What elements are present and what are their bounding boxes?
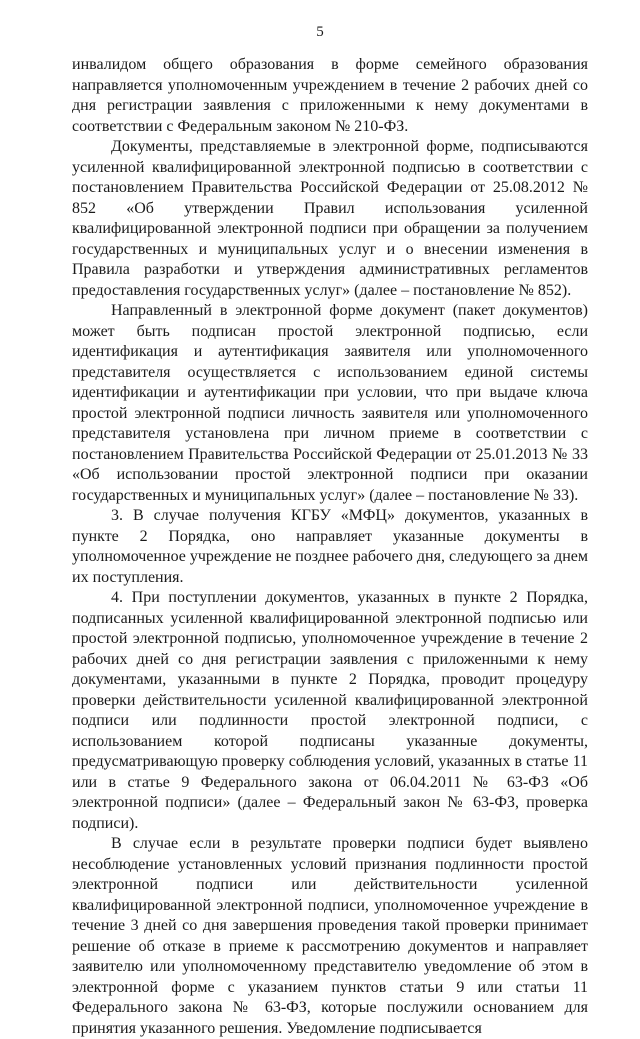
page-number: 5 bbox=[316, 24, 324, 40]
document-body bbox=[72, 55, 588, 1039]
paragraph-item-3: 3. В случае получения КГБУ «МФЦ» документов, указанных в пункте 2 Порядка, оно направляет указанные документы в уполномоченное учреждение не позднее рабочего дня, следующего за днем их поступления. bbox=[72, 507, 588, 586]
paragraph-item-4: 4. При поступлении документов, указанных в пункте 2 Порядка, подписанных усиленной квалифицированной электронной подписью или простой электронной подписью, уполномоченное учреждение в течение 2 рабочих дней со дня регистрации заявления с приложенными к нему документами, указанными в пункте 2 Порядка, проводит процедуру проверки действительности усиленной квалифицированной электронной подписи или подлинности простой электронной подписи, с использованием которой подписаны указанные документы, предусматривающую проверку соблюдения условий, указанных в статье 11 или в статье 9 Федерального закона от 06.04.2011 № 63-ФЗ «Об электронной подписи» (далее – Федеральный закон № 63-ФЗ, проверка подписи). bbox=[72, 589, 588, 832]
paragraph-verification-failure: В случае если в результате проверки подписи будет выявлено несоблюдение установленных условий признания подлинности простой электронной подписи или действительности усиленной квалифицированной электронной подписи, уполномоченное учреждение в течение 3 дней со дня завершения проведения такой проверки принимает решение об отказе в приеме к рассмотрению документов и направляет заявителю или уполномоченному представителю уведомление об этом в электронной форме с указанием пунктов статьи 9 или статьи 11 Федерального закона № 63-ФЗ, которые послужили основанием для принятия указанного решения. Уведомление подписывается bbox=[72, 835, 588, 1037]
paragraph-electronic-documents: Документы, представляемые в электронной форме, подписываются усиленной квалифицированной электронной подписью в соответствии с постановлением Правительства Российской Федерации от 25.08.2012 № 852 «Об утверждении Правил использования усиленной квалифицированной электронной подписи при обращении за получением государственных и муниципальных услуг и о внесении изменения в Правила разработки и утверждения административных регламентов предоставления государственных услуг» (далее – постановление № 852). bbox=[72, 138, 588, 299]
paragraph-continuation: инвалидом общего образования в форме семейного образования направляется уполномоченным учреждением в течение 2 рабочих дней со дня регистрации заявления с приложенными к нему документами в соответствии с Федеральным законом № 210-ФЗ. bbox=[72, 56, 588, 135]
paragraph-simple-signature: Направленный в электронной форме документ (пакет документов) может быть подписан простой электронной подписью, если идентификация и аутентификация заявителя или уполномоченного представителя осуществляется с использованием единой системы идентификации и аутентификации при условии, что при выдаче ключа простой электронной подписи личность заявителя или уполномоченного представителя установлена при личном приеме в соответствии с постановлением Правительства Российской Федерации от 25.01.2013 № 33 «Об использовании простой электронной подписи при оказании государственных и муниципальных услуг» (далее – постановление № 33). bbox=[72, 302, 588, 504]
